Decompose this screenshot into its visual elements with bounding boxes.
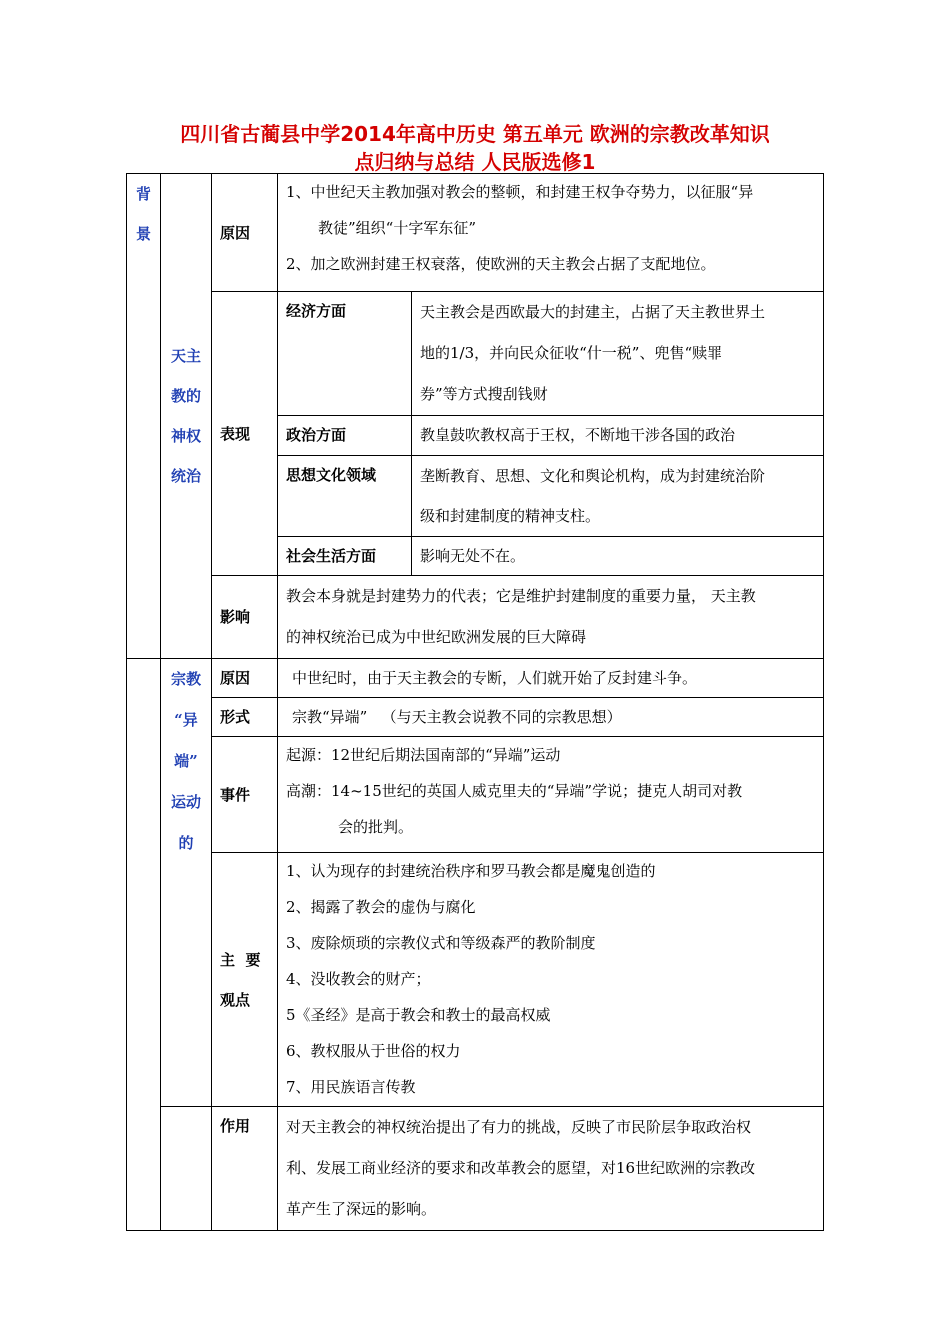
row-heresy-event <box>127 737 824 853</box>
row-manifest-economy <box>127 292 824 416</box>
cause-content: 1、中世纪天主教加强对教会的整顿，和封建王权争夺势力，以征服“异 教徒”组织“十字军东征” 2、加之欧洲封建王权衰落，使欧洲的天主教会占据了支配地位。 <box>278 174 824 292</box>
heresy-event-label: 事件 <box>212 737 278 853</box>
title-line-2: 点归纳与总结 人民版选修1 <box>354 150 596 174</box>
row-influence <box>127 576 824 659</box>
heresy-column-blank <box>161 1107 212 1231</box>
background-column-blank <box>127 659 161 1231</box>
view-item: 4、没收教会的财产； <box>286 970 431 988</box>
view-item: 1、认为现存的封建统治秩序和罗马教会都是魔鬼创造的 <box>286 862 656 880</box>
section-catholic-label: 天主 教的 神权 统治 <box>161 174 212 659</box>
heresy-cause-content: 中世纪时，由于天主教会的专断，人们就开始了反封建斗争。 <box>278 659 824 698</box>
heresy-role-content: 对天主教会的神权统治提出了有力的挑战，反映了市民阶层争取政治权 利、发展工商业经济的要求和改革教会的愿望，对16世纪欧洲的宗教改 革产生了深远的影响。 <box>278 1107 824 1231</box>
section-background-label: 背 景 <box>127 174 161 659</box>
heresy-views-label: 主 要 观点 <box>212 853 278 1107</box>
heresy-views-content <box>278 853 824 1107</box>
cause-label: 原因 <box>212 174 278 292</box>
row-heresy-cause <box>127 659 824 698</box>
row-cause <box>127 174 824 292</box>
row-heresy-form <box>127 698 824 737</box>
section-heresy-label: 宗教 “异 端” 运动 的 <box>161 659 212 1107</box>
heresy-role-label: 作用 <box>212 1107 278 1231</box>
heresy-form-label: 形式 <box>212 698 278 737</box>
view-item: 7、用民族语言传教 <box>286 1078 416 1096</box>
politics-content: 教皇鼓吹教权高于王权，不断地干涉各国的政治 <box>412 416 824 456</box>
title-line-1: 四川省古蔺县中学2014年高中历史 第五单元 欧洲的宗教改革知识 <box>180 122 770 146</box>
social-content: 影响无处不在。 <box>412 537 824 576</box>
influence-content: 教会本身就是封建势力的代表；它是维护封建制度的重要力量， 天主教 的神权统治已成为中世纪欧洲发展的巨大障碍 <box>278 576 824 659</box>
politics-label: 政治方面 <box>278 416 412 456</box>
culture-label: 思想文化领域 <box>278 456 412 537</box>
social-label: 社会生活方面 <box>278 537 412 576</box>
heresy-form-content: 宗教“异端” （与天主教会说教不同的宗教思想） <box>278 698 824 737</box>
view-item: 6、教权服从于世俗的权力 <box>286 1042 461 1060</box>
row-heresy-views <box>127 853 824 1107</box>
heresy-event-content: 起源：12世纪后期法国南部的“异端”运动 高潮：14~15世纪的英国人威克里夫的“异端”学说；捷克人胡司对教 会的批判。 <box>278 737 824 853</box>
row-heresy-role <box>127 1107 824 1231</box>
summary-table <box>126 173 824 1231</box>
culture-content: 垄断教育、思想、文化和舆论机构，成为封建统治阶 级和封建制度的精神支柱。 <box>412 456 824 537</box>
economy-label: 经济方面 <box>278 292 412 416</box>
view-item: 5《圣经》是高于教会和教士的最高权威 <box>286 1006 551 1024</box>
heresy-cause-label: 原因 <box>212 659 278 698</box>
document-title <box>125 120 825 176</box>
manifest-label: 表现 <box>212 292 278 576</box>
view-item: 3、废除烦琐的宗教仪式和等级森严的教阶制度 <box>286 934 596 952</box>
influence-label: 影响 <box>212 576 278 659</box>
economy-content: 天主教会是西欧最大的封建主，占据了天主教世界土 地的1/3，并向民众征收“什一税”、兜售“赎罪 券”等方式搜刮钱财 <box>412 292 824 416</box>
view-item: 2、揭露了教会的虚伪与腐化 <box>286 898 476 916</box>
